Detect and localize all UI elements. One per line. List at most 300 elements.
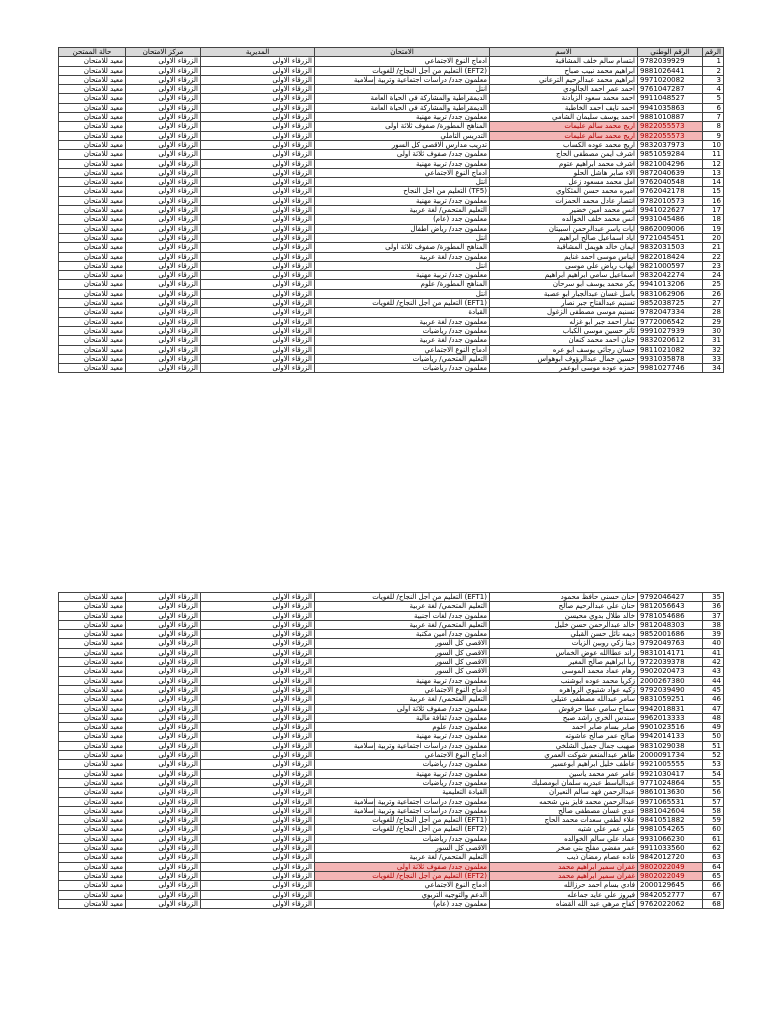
row-number-cell: 48: [703, 713, 724, 722]
national-id-cell: 9842012720: [638, 853, 703, 862]
exam-cell: تدريب مدارس الاقصى كل السور: [315, 140, 490, 149]
exam-cell: معلمون جدد/ رياضيات: [315, 326, 490, 335]
name-cell: حسين جمال عبدالرؤوف ابوهواس: [490, 354, 638, 363]
table-row: [59, 630, 724, 639]
status-cell: معيد للامتحان: [59, 85, 126, 94]
status-cell: معيد للامتحان: [59, 103, 126, 112]
name-cell: عاطف خليل ابراهيم ابوعسير: [490, 760, 638, 769]
exam-cell: ادماج النوع الاجتماعي: [315, 881, 490, 890]
name-cell: اريج محمد سالم عليمات: [490, 122, 638, 131]
table-row: [59, 271, 724, 280]
exam-center-cell: الزرقاء الاولى: [126, 261, 201, 270]
table-row: [59, 760, 724, 769]
exam-cell: (TF5) التعليم من أجل النجاح: [315, 187, 490, 196]
table-row: [59, 751, 724, 760]
name-cell: ربا ابراهيم صالح المغير: [490, 658, 638, 667]
status-cell: معيد للامتحان: [59, 280, 126, 289]
exam-cell: الديمقراطية والمشاركة في الحياة العامة: [315, 94, 490, 103]
status-cell: معيد للامتحان: [59, 899, 126, 908]
table-row: [59, 704, 724, 713]
national-id-cell: 9772006542: [638, 317, 703, 326]
row-number-cell: 45: [703, 685, 724, 694]
exam-cell: معلمون جدد/ لغات أجنبية: [315, 611, 490, 620]
exam-cell: معلمون جدد/ دراسات اجتماعية وتربية إسلامية: [315, 741, 490, 750]
row-number-cell: 55: [703, 778, 724, 787]
directorate-cell: الزرقاء الاولى: [201, 178, 315, 187]
table-row: [59, 620, 724, 629]
status-cell: معيد للامتحان: [59, 723, 126, 732]
name-cell: دينا زكي روبين الزيات: [490, 639, 638, 648]
name-cell: ثمار احمد جبر ابو غزله: [490, 317, 638, 326]
status-cell: معيد للامتحان: [59, 299, 126, 308]
directorate-cell: الزرقاء الاولى: [201, 816, 315, 825]
header-number: الرقم: [703, 48, 724, 57]
row-number-cell: 8: [703, 122, 724, 131]
name-cell: ايهاب رياض علي موسى: [490, 261, 638, 270]
exam-cell: القيادة: [315, 308, 490, 317]
exam-center-cell: الزرقاء الاولى: [126, 364, 201, 373]
national-id-cell: 9721045451: [638, 233, 703, 242]
directorate-cell: الزرقاء الاولى: [201, 778, 315, 787]
status-cell: معيد للامتحان: [59, 881, 126, 890]
name-cell: انس محمد خلف الخوالده: [490, 215, 638, 224]
national-id-cell: 9811021082: [638, 345, 703, 354]
name-cell: ابراهيم محمد عبدالرحيم الترعاني: [490, 75, 638, 84]
name-cell: اريج محمد عوده الكساب: [490, 140, 638, 149]
name-cell: سامر عبدالله مصطفى عتيلي: [490, 695, 638, 704]
row-number-cell: 28: [703, 308, 724, 317]
status-cell: معيد للامتحان: [59, 760, 126, 769]
national-id-cell: 9792046427: [638, 593, 703, 602]
status-cell: معيد للامتحان: [59, 862, 126, 871]
exam-center-cell: الزرقاء الاولى: [126, 187, 201, 196]
exam-cell: الاقصى كل السور: [315, 648, 490, 657]
name-cell: اسماعيل سامي ابراهيم ابراهيم: [490, 271, 638, 280]
row-number-cell: 41: [703, 648, 724, 657]
status-cell: معيد للامتحان: [59, 593, 126, 602]
exam-cell: ادماج النوع الاجتماعي: [315, 57, 490, 66]
directorate-cell: الزرقاء الاولى: [201, 881, 315, 890]
national-id-cell: 9821004296: [638, 159, 703, 168]
directorate-cell: الزرقاء الاولى: [201, 196, 315, 205]
table-row: [59, 261, 724, 270]
national-id-cell: 9832020612: [638, 336, 703, 345]
national-id-cell: 9921030417: [638, 769, 703, 778]
row-number-cell: 37: [703, 611, 724, 620]
exam-cell: معلمون جدد/ لغة عربية: [315, 336, 490, 345]
exam-cell: معلمون جدد/ دراسات اجتماعية وتربية إسلامية: [315, 75, 490, 84]
national-id-cell: 9722039378: [638, 658, 703, 667]
exam-center-cell: الزرقاء الاولى: [126, 289, 201, 298]
exam-cell: (EFT2) التعليم من أجل النجاح/ للغويات: [315, 825, 490, 834]
exam-center-cell: الزرقاء الاولى: [126, 667, 201, 676]
national-id-cell: 9842052777: [638, 890, 703, 899]
table-row: [59, 732, 724, 741]
table-row: [59, 713, 724, 722]
exam-cell: انتل: [315, 261, 490, 270]
row-number-cell: 53: [703, 760, 724, 769]
exam-center-cell: الزرقاء الاولى: [126, 797, 201, 806]
directorate-cell: الزرقاء الاولى: [201, 354, 315, 363]
exam-cell: (EFT1) التعليم من أجل النجاح/ للغويات: [315, 593, 490, 602]
row-number-cell: 66: [703, 881, 724, 890]
row-number-cell: 26: [703, 289, 724, 298]
exam-center-cell: الزرقاء الاولى: [126, 899, 201, 908]
national-id-cell: 9852038725: [638, 299, 703, 308]
exam-cell: التعليم المتحمي/ لغة عربية: [315, 695, 490, 704]
exam-cell: الدعم والتوجيه التربوي: [315, 890, 490, 899]
national-id-cell: 9832037973: [638, 140, 703, 149]
name-cell: احمد نايف احمد الخاطبة: [490, 103, 638, 112]
national-id-cell: 9831059251: [638, 695, 703, 704]
status-cell: معيد للامتحان: [59, 704, 126, 713]
directorate-cell: الزرقاء الاولى: [201, 834, 315, 843]
row-number-cell: 51: [703, 741, 724, 750]
name-cell: ايناس موسى احمد غنايم: [490, 252, 638, 261]
table-row: [59, 797, 724, 806]
exam-center-cell: الزرقاء الاولى: [126, 280, 201, 289]
name-cell: عمر مفضي مفلح بني صخر: [490, 844, 638, 853]
row-number-cell: 21: [703, 243, 724, 252]
exam-center-cell: الزرقاء الاولى: [126, 131, 201, 140]
exam-cell: معلمون جدد/ رياضيات: [315, 760, 490, 769]
directorate-cell: الزرقاء الاولى: [201, 853, 315, 862]
exam-cell: معلمون جدد/ صفوف ثلاثة اولى: [315, 862, 490, 871]
status-cell: معيد للامتحان: [59, 289, 126, 298]
directorate-cell: الزرقاء الاولى: [201, 788, 315, 797]
directorate-cell: الزرقاء الاولى: [201, 695, 315, 704]
exam-center-cell: الزرقاء الاولى: [126, 602, 201, 611]
status-cell: معيد للامتحان: [59, 233, 126, 242]
table-row: [59, 345, 724, 354]
directorate-cell: الزرقاء الاولى: [201, 159, 315, 168]
row-number-cell: 35: [703, 593, 724, 602]
exam-center-cell: الزرقاء الاولى: [126, 862, 201, 871]
status-cell: معيد للامتحان: [59, 326, 126, 335]
exam-cell: ادماج النوع الاجتماعي: [315, 685, 490, 694]
directorate-cell: الزرقاء الاولى: [201, 66, 315, 75]
row-number-cell: 42: [703, 658, 724, 667]
status-cell: معيد للامتحان: [59, 834, 126, 843]
table-row: [59, 816, 724, 825]
exam-cell: الاقصى كل السور: [315, 844, 490, 853]
exam-center-cell: الزرقاء الاولى: [126, 178, 201, 187]
exam-center-cell: الزرقاء الاولى: [126, 299, 201, 308]
row-number-cell: 2: [703, 66, 724, 75]
table-row: [59, 224, 724, 233]
exam-cell: معلمون جدد/ تربية مهنية: [315, 769, 490, 778]
row-number-cell: 27: [703, 299, 724, 308]
national-id-cell: 9901023516: [638, 723, 703, 732]
row-number-cell: 54: [703, 769, 724, 778]
exam-cell: معلمون جدد/ علوم: [315, 723, 490, 732]
table-row: [59, 215, 724, 224]
status-cell: معيد للامتحان: [59, 806, 126, 815]
status-cell: معيد للامتحان: [59, 252, 126, 261]
exam-center-cell: الزرقاء الاولى: [126, 639, 201, 648]
row-number-cell: 12: [703, 159, 724, 168]
row-number-cell: 46: [703, 695, 724, 704]
row-number-cell: 29: [703, 317, 724, 326]
directorate-cell: الزرقاء الاولى: [201, 899, 315, 908]
exam-cell: التعليم المتحمي/ لغة عربية: [315, 602, 490, 611]
exam-cell: الاقصى كل السور: [315, 667, 490, 676]
row-number-cell: 22: [703, 252, 724, 261]
table-row: [59, 299, 724, 308]
directorate-cell: الزرقاء الاولى: [201, 261, 315, 270]
national-id-cell: 9812048303: [638, 620, 703, 629]
national-id-cell: 9931035878: [638, 354, 703, 363]
directorate-cell: الزرقاء الاولى: [201, 271, 315, 280]
national-id-cell: 9832042274: [638, 271, 703, 280]
exam-cell: انتل: [315, 233, 490, 242]
exam-cell: التعليم المتحمي/ رياضيات: [315, 354, 490, 363]
table-row: [59, 233, 724, 242]
exam-center-cell: الزرقاء الاولى: [126, 206, 201, 215]
directorate-cell: الزرقاء الاولى: [201, 806, 315, 815]
status-cell: معيد للامتحان: [59, 630, 126, 639]
national-id-cell: 9862009006: [638, 224, 703, 233]
name-cell: كفاح مرهي عبد الله القضاه: [490, 899, 638, 908]
national-id-cell: 9981054265: [638, 825, 703, 834]
table-row: [59, 187, 724, 196]
table-row: [59, 844, 724, 853]
exam-center-cell: الزرقاء الاولى: [126, 676, 201, 685]
directorate-cell: الزرقاء الاولى: [201, 844, 315, 853]
name-cell: طاهر عبدالمنعم شوكت العمري: [490, 751, 638, 760]
exam-center-cell: الزرقاء الاولى: [126, 215, 201, 224]
directorate-cell: الزرقاء الاولى: [201, 131, 315, 140]
row-number-cell: 57: [703, 797, 724, 806]
row-number-cell: 9: [703, 131, 724, 140]
row-number-cell: 34: [703, 364, 724, 373]
table-row: [59, 336, 724, 345]
exam-center-cell: الزرقاء الاولى: [126, 834, 201, 843]
national-id-cell: 9921005555: [638, 760, 703, 769]
table-row: [59, 741, 724, 750]
exam-center-cell: الزرقاء الاولى: [126, 140, 201, 149]
name-cell: سندس الخري راشد صبح: [490, 713, 638, 722]
table-row: [59, 769, 724, 778]
name-cell: عبدالرحمن فهد سالم النعيران: [490, 788, 638, 797]
status-cell: معيد للامتحان: [59, 271, 126, 280]
national-id-cell: 9911048527: [638, 94, 703, 103]
exam-center-cell: الزرقاء الاولى: [126, 233, 201, 242]
row-number-cell: 13: [703, 168, 724, 177]
row-number-cell: 17: [703, 206, 724, 215]
directorate-cell: الزرقاء الاولى: [201, 825, 315, 834]
directorate-cell: الزرقاء الاولى: [201, 871, 315, 880]
exam-center-cell: الزرقاء الاولى: [126, 630, 201, 639]
exam-center-cell: الزرقاء الاولى: [126, 308, 201, 317]
directorate-cell: الزرقاء الاولى: [201, 150, 315, 159]
table-row: [59, 75, 724, 84]
name-cell: انس محمد امين خضير: [490, 206, 638, 215]
exam-center-cell: الزرقاء الاولى: [126, 168, 201, 177]
exam-center-cell: الزرقاء الاولى: [126, 113, 201, 122]
exam-center-cell: الزرقاء الاولى: [126, 66, 201, 75]
name-cell: غفران سمير ابراهيم محمد: [490, 871, 638, 880]
national-id-cell: 9881026441: [638, 66, 703, 75]
row-number-cell: 11: [703, 150, 724, 159]
directorate-cell: الزرقاء الاولى: [201, 364, 315, 373]
status-cell: معيد للامتحان: [59, 224, 126, 233]
table-row: [59, 308, 724, 317]
row-number-cell: 65: [703, 871, 724, 880]
name-cell: رهام عماد محمد الموسى: [490, 667, 638, 676]
exam-center-cell: الزرقاء الاولى: [126, 317, 201, 326]
exam-center-cell: الزرقاء الاولى: [126, 871, 201, 880]
row-number-cell: 16: [703, 196, 724, 205]
table-row: [59, 206, 724, 215]
name-cell: اشرف محمد ابراهيم عتوم: [490, 159, 638, 168]
status-cell: معيد للامتحان: [59, 345, 126, 354]
national-id-cell: 9941013206: [638, 280, 703, 289]
name-cell: احمد محمد سعود الزيادنة: [490, 94, 638, 103]
exam-center-cell: الزرقاء الاولى: [126, 271, 201, 280]
directorate-cell: الزرقاء الاولى: [201, 639, 315, 648]
exam-center-cell: الزرقاء الاولى: [126, 816, 201, 825]
status-cell: معيد للامتحان: [59, 871, 126, 880]
status-cell: معيد للامتحان: [59, 317, 126, 326]
name-cell: فيروز علي عايد جماعله: [490, 890, 638, 899]
name-cell: اياد اسماعيل صالح ابراهيم: [490, 233, 638, 242]
directorate-cell: الزرقاء الاولى: [201, 103, 315, 112]
table-row: [59, 85, 724, 94]
row-number-cell: 15: [703, 187, 724, 196]
name-cell: احمد عمر احمد الجالودي: [490, 85, 638, 94]
row-number-cell: 5: [703, 94, 724, 103]
exam-center-cell: الزرقاء الاولى: [126, 741, 201, 750]
national-id-cell: 9781054686: [638, 611, 703, 620]
name-cell: حسان رجائي يوسف ابو عره: [490, 345, 638, 354]
exam-center-cell: الزرقاء الاولى: [126, 196, 201, 205]
name-cell: فادي بسام احمد حرزالله: [490, 881, 638, 890]
table-row: [59, 834, 724, 843]
name-cell: ثائر حسين موسى الكباب: [490, 326, 638, 335]
name-cell: علاء لطفي سعدات محمد الحاج: [490, 816, 638, 825]
directorate-cell: الزرقاء الاولى: [201, 732, 315, 741]
table-row: [59, 150, 724, 159]
national-id-cell: 9771024864: [638, 778, 703, 787]
status-cell: معيد للامتحان: [59, 66, 126, 75]
table-row: [59, 168, 724, 177]
status-cell: معيد للامتحان: [59, 602, 126, 611]
table-row: [59, 685, 724, 694]
exam-center-cell: الزرقاء الاولى: [126, 150, 201, 159]
status-cell: معيد للامتحان: [59, 695, 126, 704]
row-number-cell: 14: [703, 178, 724, 187]
row-number-cell: 64: [703, 862, 724, 871]
name-cell: اميره محمد حسن المثكاوي: [490, 187, 638, 196]
table-row: [59, 122, 724, 131]
exam-cell: معلمون جدد/ تربية مهنية: [315, 196, 490, 205]
row-number-cell: 44: [703, 676, 724, 685]
status-cell: معيد للامتحان: [59, 685, 126, 694]
national-id-cell: 9831062906: [638, 289, 703, 298]
table-row: [59, 639, 724, 648]
name-cell: عدي غسان مصطفى صالح: [490, 806, 638, 815]
status-cell: معيد للامتحان: [59, 639, 126, 648]
national-id-cell: 9782047334: [638, 308, 703, 317]
national-id-cell: 9761047287: [638, 85, 703, 94]
status-cell: معيد للامتحان: [59, 620, 126, 629]
directorate-cell: الزرقاء الاولى: [201, 140, 315, 149]
row-number-cell: 20: [703, 233, 724, 242]
exam-center-cell: الزرقاء الاولى: [126, 723, 201, 732]
table-row: [59, 825, 724, 834]
table-row: [59, 899, 724, 908]
national-id-cell: 9942014133: [638, 732, 703, 741]
exam-center-cell: الزرقاء الاولى: [126, 224, 201, 233]
exam-cell: الاقصى كل السور: [315, 639, 490, 648]
exam-cell: (EFT1) التعليم من أجل النجاح/ للغويات: [315, 299, 490, 308]
directorate-cell: الزرقاء الاولى: [201, 252, 315, 261]
row-number-cell: 39: [703, 630, 724, 639]
directorate-cell: الزرقاء الاولى: [201, 243, 315, 252]
exam-cell: انتل: [315, 85, 490, 94]
status-cell: معيد للامتحان: [59, 57, 126, 66]
exam-cell: معلمون جدد/ رياضيات: [315, 834, 490, 843]
status-cell: معيد للامتحان: [59, 853, 126, 862]
status-cell: معيد للامتحان: [59, 769, 126, 778]
national-id-cell: 9852001686: [638, 630, 703, 639]
exam-cell: القيادة التعليمية: [315, 788, 490, 797]
status-cell: معيد للامتحان: [59, 713, 126, 722]
exam-center-cell: الزرقاء الاولى: [126, 75, 201, 84]
row-number-cell: 10: [703, 140, 724, 149]
row-number-cell: 6: [703, 103, 724, 112]
name-cell: ابتسام سالم خلف المشاقبة: [490, 57, 638, 66]
exam-cell: انتل: [315, 178, 490, 187]
name-cell: سماح سامي عطا حرفوش: [490, 704, 638, 713]
status-cell: معيد للامتحان: [59, 825, 126, 834]
name-cell: عبدالرحمن محمد فايز بني شحمه: [490, 797, 638, 806]
directorate-cell: الزرقاء الاولى: [201, 85, 315, 94]
exam-center-cell: الزرقاء الاولى: [126, 844, 201, 853]
table-row: [59, 94, 724, 103]
national-id-cell: 9782039929: [638, 57, 703, 66]
name-cell: عبدالباسط عبدربه سلمان ابومصليك: [490, 778, 638, 787]
row-number-cell: 58: [703, 806, 724, 815]
exam-cell: معلمون جدد/ تربية مهنية: [315, 732, 490, 741]
national-id-cell: 9911033560: [638, 844, 703, 853]
exam-center-cell: الزرقاء الاولى: [126, 704, 201, 713]
header-directorate: المديرية: [201, 48, 315, 57]
table-row: [59, 113, 724, 122]
status-cell: معيد للامتحان: [59, 75, 126, 84]
row-number-cell: 61: [703, 834, 724, 843]
name-cell: غاده عصام رمضان ذيب: [490, 853, 638, 862]
directorate-cell: الزرقاء الاولى: [201, 611, 315, 620]
national-id-cell: 9792049763: [638, 639, 703, 648]
table-row: [59, 862, 724, 871]
exam-center-cell: الزرقاء الاولى: [126, 252, 201, 261]
table-row: [59, 103, 724, 112]
status-cell: معيد للامتحان: [59, 150, 126, 159]
row-number-cell: 68: [703, 899, 724, 908]
exam-center-cell: الزرقاء الاولى: [126, 825, 201, 834]
national-id-cell: 9802022049: [638, 871, 703, 880]
directorate-cell: الزرقاء الاولى: [201, 751, 315, 760]
status-cell: معيد للامتحان: [59, 206, 126, 215]
directorate-cell: الزرقاء الاولى: [201, 57, 315, 66]
exam-center-cell: الزرقاء الاولى: [126, 658, 201, 667]
directorate-cell: الزرقاء الاولى: [201, 862, 315, 871]
directorate-cell: الزرقاء الاولى: [201, 308, 315, 317]
national-id-cell: 9941022627: [638, 206, 703, 215]
table-row: [59, 252, 724, 261]
